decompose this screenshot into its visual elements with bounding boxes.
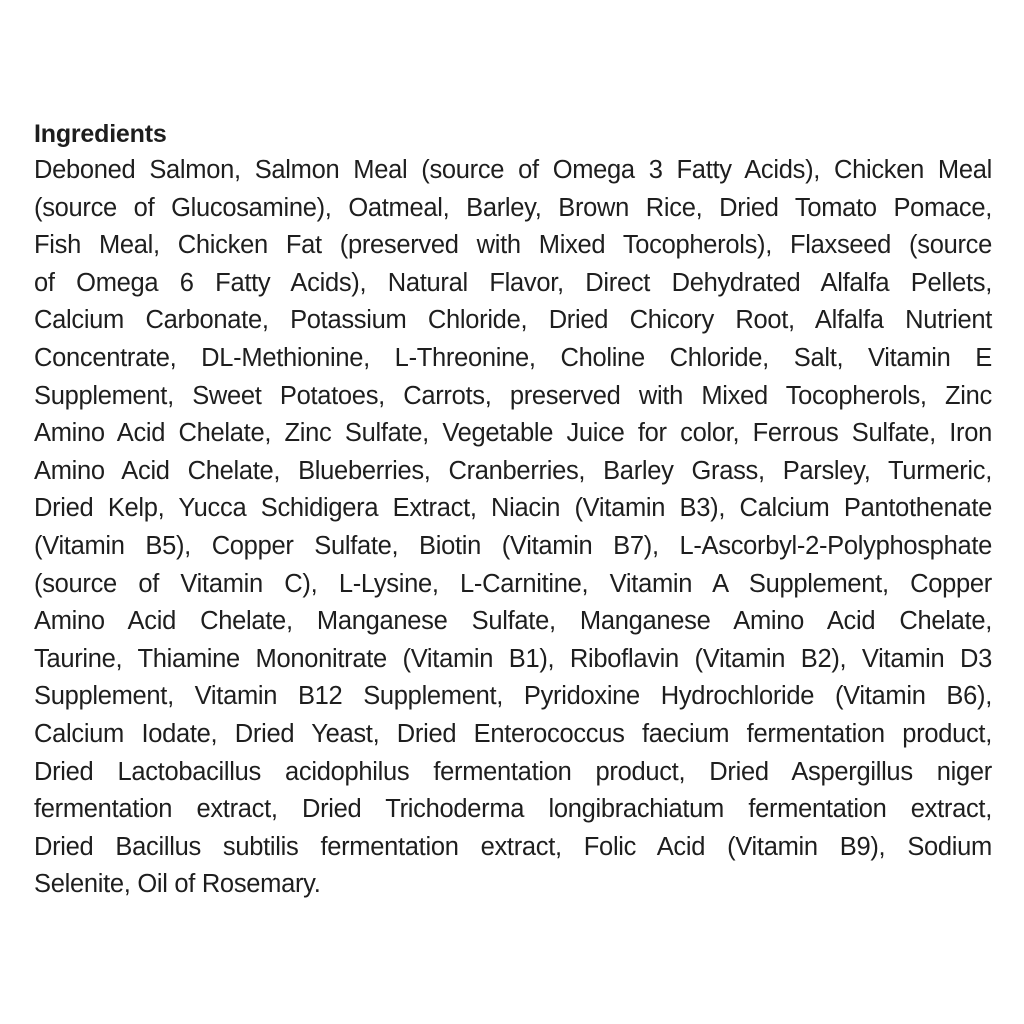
ingredients-line: Calcium Iodate, Dried Yeast, Dried Enterococcus faecium fermentation product,: [34, 719, 992, 748]
ingredients-heading: Ingredients: [34, 120, 167, 148]
ingredients-line: Dried Bacillus subtilis fermentation extract, Folic Acid (Vitamin B9), Sodium: [34, 832, 992, 861]
ingredients-line: Amino Acid Chelate, Blueberries, Cranberries, Barley Grass, Parsley, Turmeric,: [34, 456, 992, 485]
ingredients-line: Taurine, Thiamine Mononitrate (Vitamin B1), Riboflavin (Vitamin B2), Vitamin D3: [34, 644, 992, 673]
ingredients-line: Concentrate, DL-Methionine, L-Threonine, Choline Chloride, Salt, Vitamin E: [34, 343, 992, 372]
ingredients-line: Supplement, Sweet Potatoes, Carrots, preserved with Mixed Tocopherols, Zinc: [34, 381, 992, 410]
ingredients-line: Fish Meal, Chicken Fat (preserved with Mixed Tocopherols), Flaxseed (source: [34, 231, 992, 260]
ingredients-list: [34, 152, 992, 904]
ingredients-line: Amino Acid Chelate, Zinc Sulfate, Vegetable Juice for color, Ferrous Sulfate, Iron: [34, 419, 992, 448]
ingredients-line: Dried Kelp, Yucca Schidigera Extract, Niacin (Vitamin B3), Calcium Pantothenate: [34, 494, 992, 523]
ingredients-line: fermentation extract, Dried Trichoderma longibrachiatum fermentation extract,: [34, 795, 992, 824]
ingredients-line: of Omega 6 Fatty Acids), Natural Flavor, Direct Dehydrated Alfalfa Pellets,: [34, 268, 992, 297]
ingredients-panel: [34, 116, 992, 904]
ingredients-line: Dried Lactobacillus acidophilus fermentation product, Dried Aspergillus niger: [34, 757, 992, 786]
ingredients-line: Selenite, Oil of Rosemary.: [34, 870, 321, 899]
ingredients-line: (source of Vitamin C), L-Lysine, L-Carnitine, Vitamin A Supplement, Copper: [34, 569, 992, 598]
ingredients-line: (Vitamin B5), Copper Sulfate, Biotin (Vitamin B7), L-Ascorbyl-2-Polyphosphate: [34, 531, 992, 560]
ingredients-line: Supplement, Vitamin B12 Supplement, Pyridoxine Hydrochloride (Vitamin B6),: [34, 682, 992, 711]
ingredients-line: Deboned Salmon, Salmon Meal (source of Omega 3 Fatty Acids), Chicken Meal: [34, 156, 992, 184]
ingredients-line: Amino Acid Chelate, Manganese Sulfate, Manganese Amino Acid Chelate,: [34, 607, 992, 636]
ingredients-line: Calcium Carbonate, Potassium Chloride, Dried Chicory Root, Alfalfa Nutrient: [34, 306, 992, 335]
ingredients-line: (source of Glucosamine), Oatmeal, Barley, Brown Rice, Dried Tomato Pomace,: [34, 193, 992, 222]
